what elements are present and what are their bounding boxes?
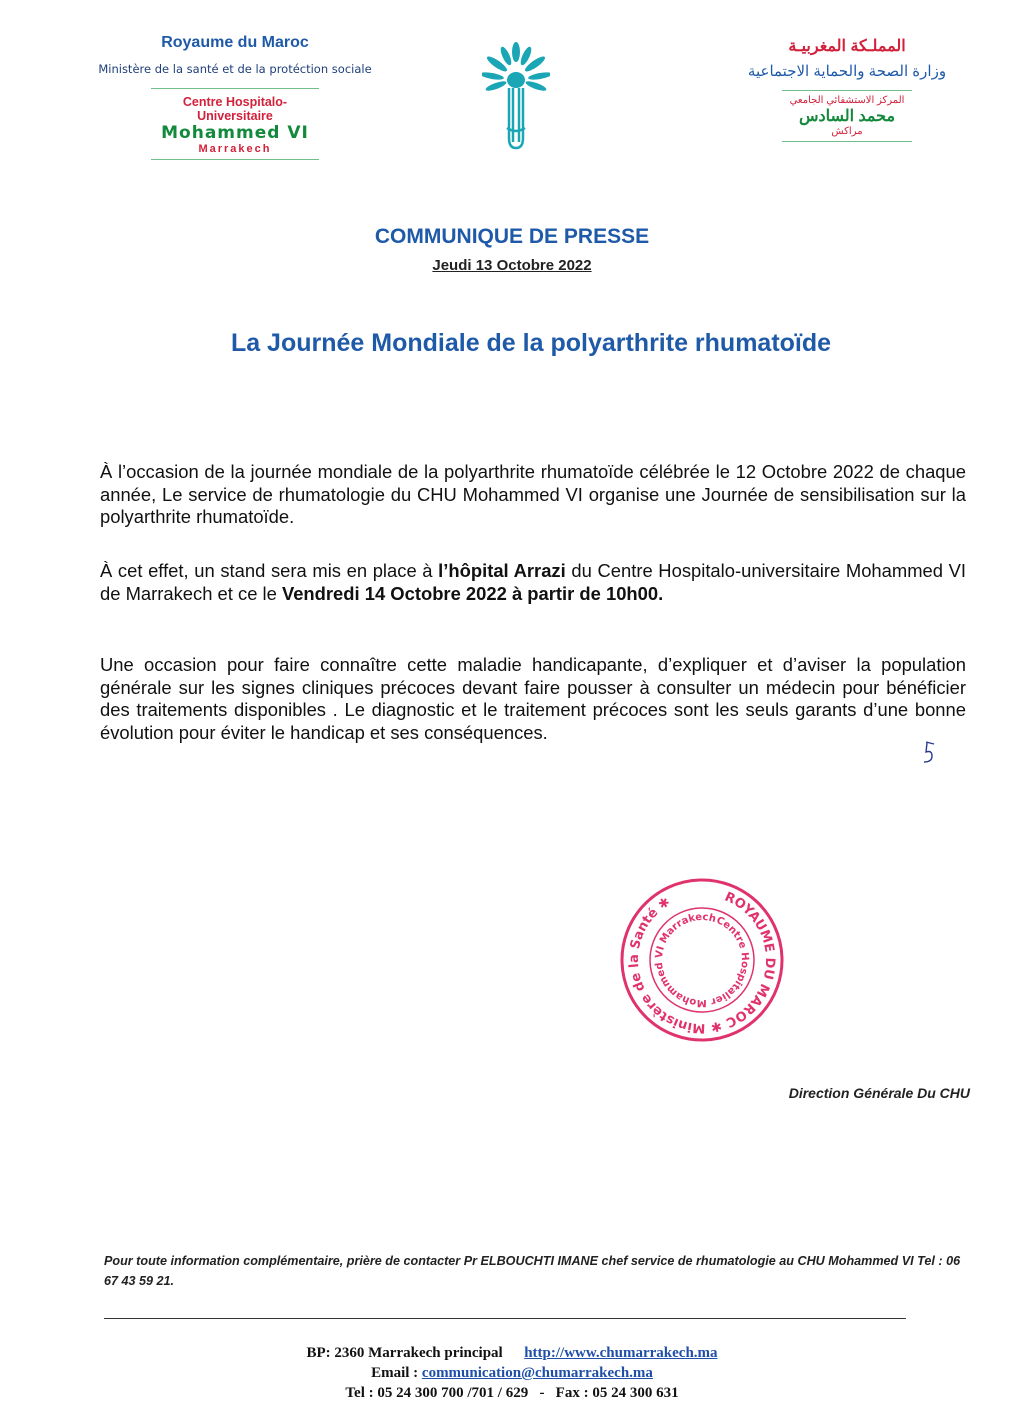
footer-address-line [0,1345,1024,1362]
paragraph-1: À l’occasion de la journée mondiale de la polyarthrite rhumatoïde célébrée le 12 Octobre 2022 de chaque année, Le service de rhumatologie du CHU Mohammed VI organise une Journée de sensibilisation sur la polyarthrite rhumatoïde. [100,461,966,528]
header-left [90,34,380,160]
chu-line1-fr: Centre Hospitalo-Universitaire [182,95,288,123]
contact-footnote: Pour toute information complémentaire, prière de contacter Pr ELBOUCHTI IMANE chef service de rhumatologie au CHU Mohammed VI Tel : 06 67 43 59 21. [104,1254,961,1288]
kingdom-fr: Royaume du Maroc [161,34,309,51]
kingdom-ar: المملـكة المغربيـة [788,38,906,55]
ministry-ar: وزارة الصحة والحماية الاجتماعية [747,63,947,80]
signature: Direction Générale Du CHU [788,1085,970,1101]
header-right [742,36,952,142]
press-title: La Journée Mondiale de la polyarthrite rhumatoïde [230,329,832,357]
chu-line1-ar: المركز الاستشفائي الجامعي [789,95,905,106]
footer-address: BP: 2360 Marrakech principal [306,1345,503,1361]
p2-text-c: du Centre Hospitalo-universitaire Mohammed VI de Marrakech et ce le [100,560,966,604]
p2-date: Vendredi 14 Octobre 2022 à partir de 10h00. [281,582,664,604]
chu-line2-ar: محمد السادس [798,108,896,125]
footer-email-link[interactable]: communication@chumarrakech.ma [421,1365,653,1381]
official-stamp-icon [618,876,786,1044]
paragraph-3: Une occasion pour faire connaître cette maladie handicapante, d’expliquer et d’aviser la population générale sur les signes cliniques précoces devant faire pousser à consulter un médecin pour bénéficier des traitements disponibles . Le diagnostic et le traitement précoces sont les seuls garants d’une bonne évolution pour éviter le handicap et ses conséquences. [100,654,966,743]
chu-box-fr [151,88,319,160]
chu-box-ar [782,90,912,142]
footer-email-line [0,1365,1024,1382]
footer-website-link[interactable]: http://www.chumarrakech.ma [524,1345,718,1361]
chu-line2-fr: Mohammed VI [161,123,309,143]
p2-text-a: À cet effet, un stand sera mis en place à [100,560,439,581]
stamp-outer-text: ROYAUME DU MAROC ✱ Ministère de la Santé ✱ [626,889,778,1036]
palm-logo-icon [482,42,550,152]
paragraph-2 [100,560,966,605]
p2-hospital: l’hôpital Arrazi [438,560,566,581]
press-date: Jeudi 13 Octobre 2022 [432,257,592,274]
chu-line3-ar: مراكش [831,126,863,137]
svg-text:ROYAUME DU MAROC ✱ Ministère d [618,876,786,1044]
footer-divider [104,1318,906,1319]
footer-email-label: Email : [371,1365,419,1381]
footer-phones: Tel : 05 24 300 700 /701 / 629 - Fax : 05 24 300 631 [345,1385,679,1401]
handwritten-mark-icon [920,738,938,766]
stamp-inner-text: Centre Hospitalier Mohammed VI Marrakech [653,911,751,1009]
ministry-fr: Ministère de la santé et de la protéction sociale [98,62,372,76]
press-heading: COMMUNIQUE DE PRESSE [374,225,650,248]
chu-line3-fr: Marrakech [198,143,272,155]
